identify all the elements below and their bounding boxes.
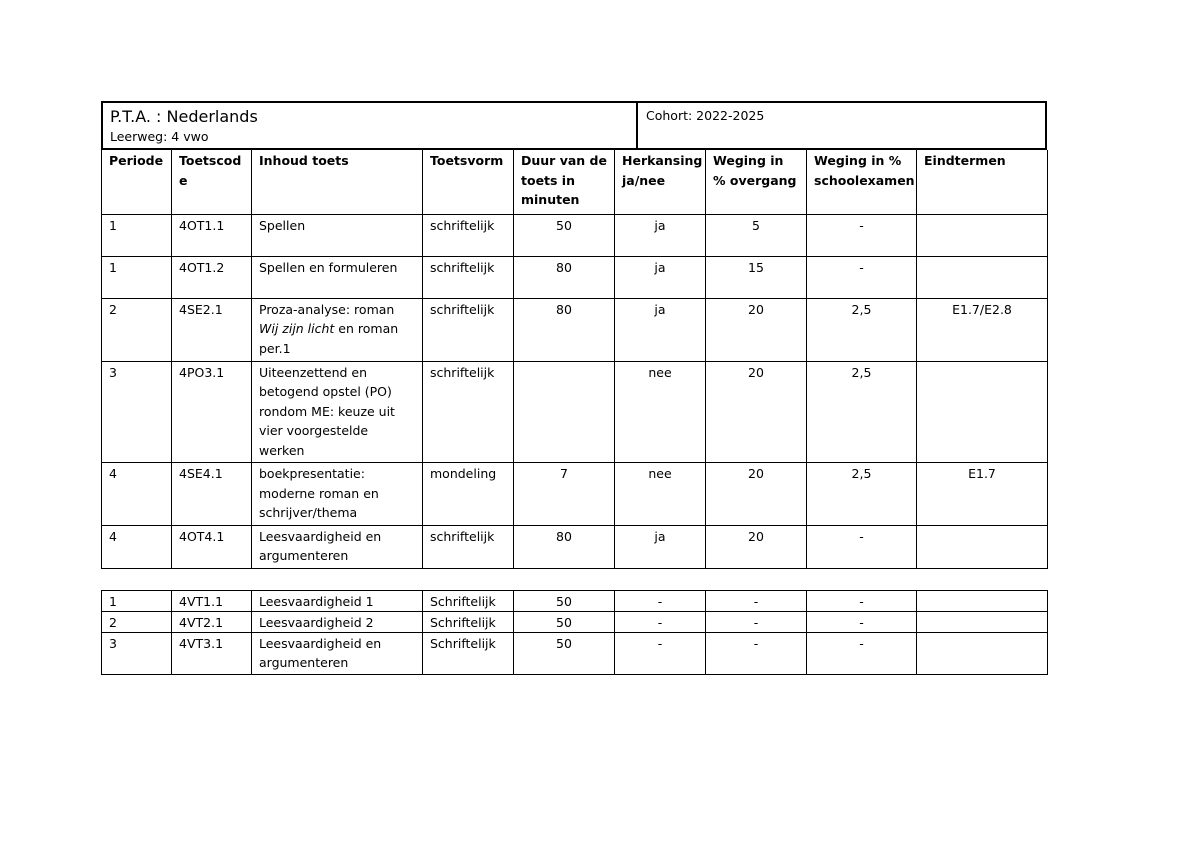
cell-weging-schoolexamen: 2,5 [807, 463, 917, 526]
cell-periode: 3 [102, 633, 172, 675]
cell-periode: 2 [102, 612, 172, 633]
cell-duur: 80 [514, 525, 615, 568]
cell-weging-overgang: - [706, 612, 807, 633]
cell-toetsvorm: Schriftelijk [423, 633, 514, 675]
column-header: Herkansing ja/nee [615, 150, 706, 214]
cell-toetscode: 4OT4.1 [172, 525, 252, 568]
cell-toetscode: 4OT1.2 [172, 256, 252, 298]
cell-eindtermen [917, 612, 1048, 633]
cohort-label: Cohort: 2022-2025 [646, 108, 765, 123]
cell-herkansing: - [615, 591, 706, 612]
table-row [102, 463, 1048, 526]
cell-inhoud: boekpresentatie: moderne roman en schrijver/thema [252, 463, 423, 526]
cell-herkansing: ja [615, 298, 706, 361]
cell-weging-overgang: - [706, 633, 807, 675]
cell-periode: 4 [102, 525, 172, 568]
cell-duur: 50 [514, 612, 615, 633]
cell-weging-overgang: - [706, 591, 807, 612]
table-row [102, 256, 1048, 298]
column-header: Duur van de toets in minuten [514, 150, 615, 214]
cell-inhoud: Leesvaardigheid 2 [252, 612, 423, 633]
cell-toetsvorm: schriftelijk [423, 256, 514, 298]
cell-herkansing: ja [615, 256, 706, 298]
table-row [102, 633, 1048, 675]
cell-herkansing: nee [615, 463, 706, 526]
book-title: Wij zijn licht [259, 321, 335, 336]
cell-inhoud: Spellen [252, 214, 423, 256]
cell-weging-schoolexamen: - [807, 525, 917, 568]
cell-toetsvorm: schriftelijk [423, 525, 514, 568]
column-header: Eindtermen [917, 150, 1048, 214]
table-header-row [102, 150, 1048, 214]
cell-eindtermen: E1.7 [917, 463, 1048, 526]
cell-periode: 3 [102, 361, 172, 463]
cell-duur: 50 [514, 214, 615, 256]
cell-toetsvorm: schriftelijk [423, 361, 514, 463]
cell-toetsvorm: mondeling [423, 463, 514, 526]
table-row [102, 361, 1048, 463]
cell-eindtermen [917, 361, 1048, 463]
cell-toetscode: 4PO3.1 [172, 361, 252, 463]
cell-duur: 7 [514, 463, 615, 526]
cell-eindtermen [917, 525, 1048, 568]
cell-eindtermen [917, 633, 1048, 675]
page-title: P.T.A. : Nederlands [110, 107, 258, 126]
cell-toetscode: 4VT3.1 [172, 633, 252, 675]
cell-inhoud: Leesvaardigheid 1 [252, 591, 423, 612]
cell-weging-schoolexamen: - [807, 214, 917, 256]
cell-weging-schoolexamen: - [807, 612, 917, 633]
column-header: Toetscod e [172, 150, 252, 214]
cell-herkansing: - [615, 633, 706, 675]
voortgangstoetsen-table [101, 590, 1048, 675]
cell-inhoud [252, 298, 423, 361]
inhoud-text: en roman per.1 [259, 321, 399, 356]
cell-periode: 1 [102, 214, 172, 256]
cell-toetscode: 4VT2.1 [172, 612, 252, 633]
cell-duur [514, 361, 615, 463]
cell-periode: 1 [102, 256, 172, 298]
pta-header [101, 101, 1047, 150]
cell-herkansing: ja [615, 525, 706, 568]
table-row [102, 591, 1048, 612]
header-title-cell [103, 103, 638, 148]
cell-inhoud: Leesvaardigheid en argumenteren [252, 525, 423, 568]
column-header: Inhoud toets [252, 150, 423, 214]
cell-periode: 1 [102, 591, 172, 612]
pta-table [101, 150, 1048, 569]
cell-toetscode: 4VT1.1 [172, 591, 252, 612]
table-row [102, 525, 1048, 568]
inhoud-text: Proza-analyse: roman [259, 301, 395, 317]
cell-eindtermen [917, 214, 1048, 256]
cell-herkansing: ja [615, 214, 706, 256]
leerweg-label: Leerweg: 4 vwo [110, 129, 209, 144]
column-header: Toetsvorm [423, 150, 514, 214]
cell-toetsvorm: Schriftelijk [423, 591, 514, 612]
cell-weging-schoolexamen: 2,5 [807, 298, 917, 361]
cell-eindtermen [917, 256, 1048, 298]
cell-duur: 80 [514, 256, 615, 298]
cell-toetscode: 4SE2.1 [172, 298, 252, 361]
cell-weging-overgang: 20 [706, 463, 807, 526]
table-row [102, 298, 1048, 361]
cell-herkansing: nee [615, 361, 706, 463]
cell-eindtermen [917, 591, 1048, 612]
cell-duur: 80 [514, 298, 615, 361]
cell-weging-schoolexamen: 2,5 [807, 361, 917, 463]
table-row [102, 612, 1048, 633]
cell-weging-overgang: 15 [706, 256, 807, 298]
cell-weging-schoolexamen: - [807, 633, 917, 675]
cell-toetscode: 4OT1.1 [172, 214, 252, 256]
cell-inhoud: Leesvaardigheid en argumenteren [252, 633, 423, 675]
cell-weging-overgang: 20 [706, 298, 807, 361]
column-header: Periode [102, 150, 172, 214]
cell-weging-schoolexamen: - [807, 256, 917, 298]
cell-inhoud: Uiteenzettend en betogend opstel (PO) rondom ME: keuze uit vier voorgestelde werken [252, 361, 423, 463]
cell-weging-overgang: 20 [706, 361, 807, 463]
cell-toetsvorm: schriftelijk [423, 214, 514, 256]
column-header: Weging in % schoolexamen [807, 150, 917, 214]
table-row [102, 214, 1048, 256]
cell-weging-overgang: 5 [706, 214, 807, 256]
column-header: Weging in % overgang [706, 150, 807, 214]
cell-periode: 4 [102, 463, 172, 526]
cell-inhoud: Spellen en formuleren [252, 256, 423, 298]
cell-herkansing: - [615, 612, 706, 633]
cell-toetscode: 4SE4.1 [172, 463, 252, 526]
cell-weging-schoolexamen: - [807, 591, 917, 612]
cell-toetsvorm: schriftelijk [423, 298, 514, 361]
cell-weging-overgang: 20 [706, 525, 807, 568]
cell-duur: 50 [514, 591, 615, 612]
cell-duur: 50 [514, 633, 615, 675]
cell-periode: 2 [102, 298, 172, 361]
cell-toetsvorm: Schriftelijk [423, 612, 514, 633]
cell-eindtermen: E1.7/E2.8 [917, 298, 1048, 361]
